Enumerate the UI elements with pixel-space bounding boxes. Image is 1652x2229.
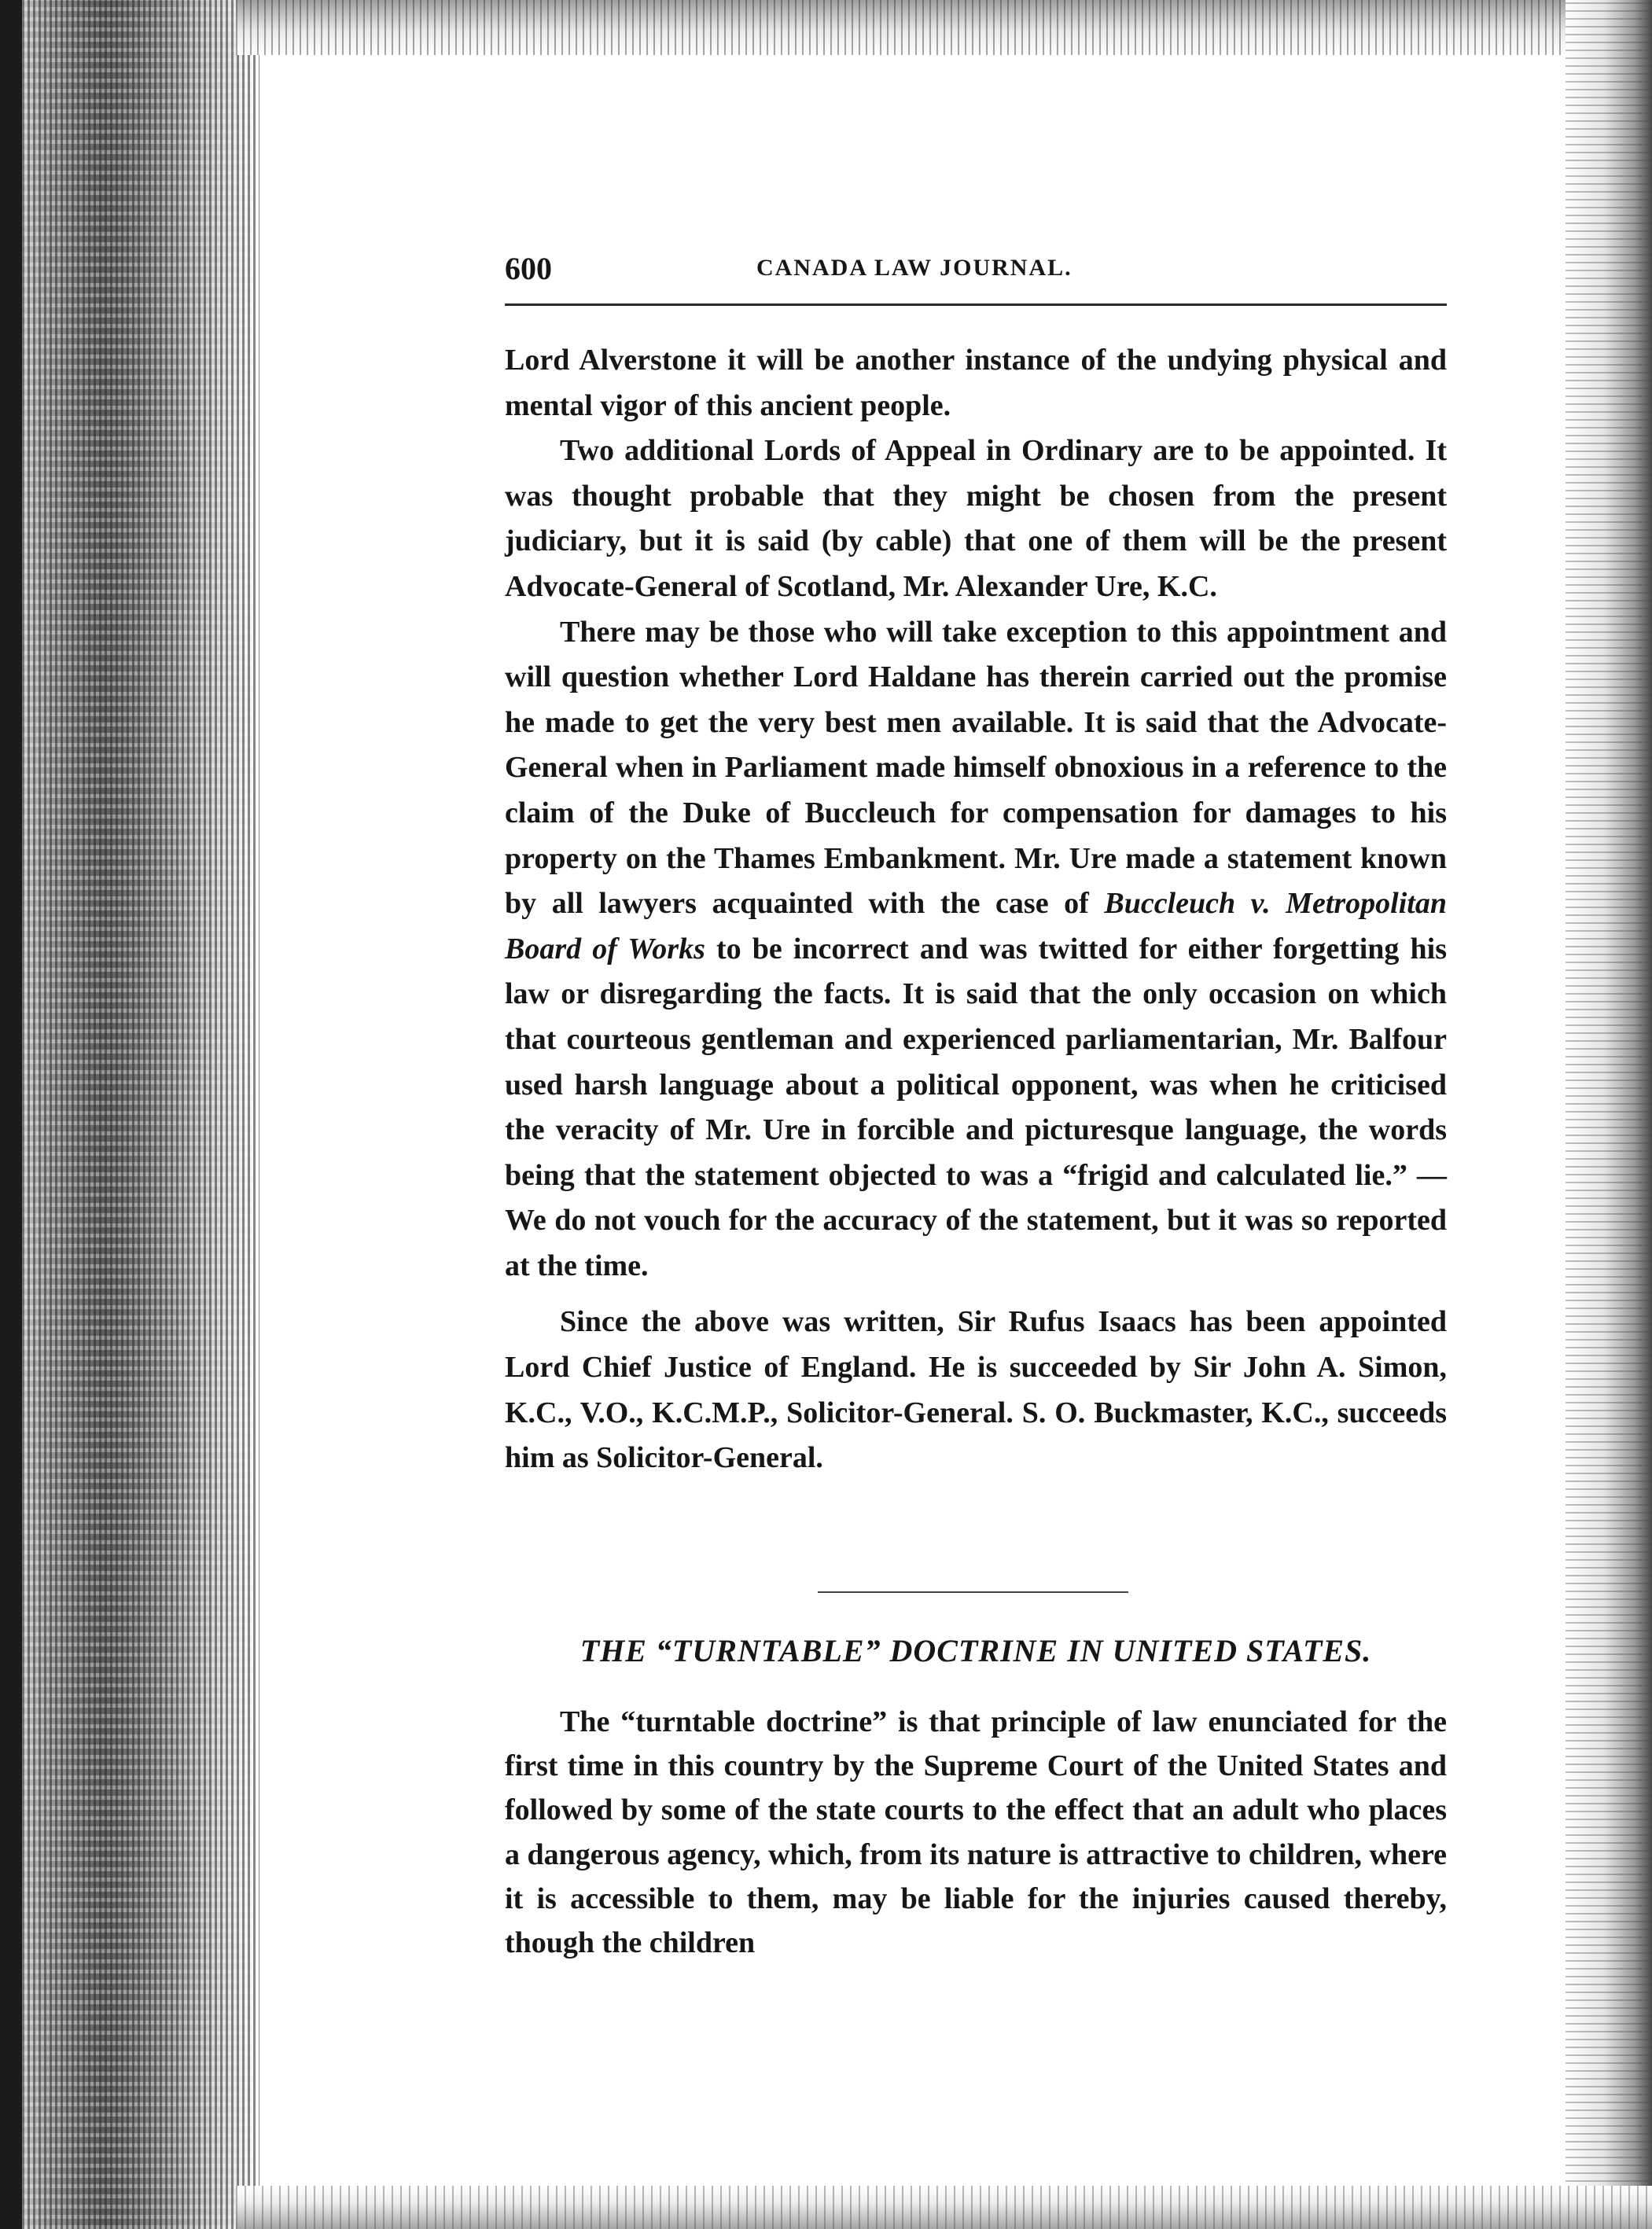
scan-edge-top: [236, 0, 1652, 55]
book-gutter-shadow: [0, 0, 259, 2229]
scan-edge-bottom: [236, 2186, 1652, 2229]
section-divider: [818, 1591, 1128, 1593]
section-heading: THE “TURNTABLE” DOCTRINE IN UNITED STATES.: [579, 1633, 1372, 1668]
paragraph-lords-of-appeal: Two additional Lords of Appeal in Ordinary are to be appointed. It was thought probable that they might be chosen from the present judiciary, but it is said (by cable) that one of them will be the present Advocate-General of Scotland, Mr. Alexander Ure, K.C.: [505, 434, 1447, 603]
paragraph-postscript: Since the above was written, Sir Rufus Isaacs has been appointed Lord Chief Justice of England. He is succeeded by Sir John A. Simon, K.C., V.O., K.C.M.P., Solicitor-General. S. O. Buckmaster, K.C., succeeds him as Solicitor-General.: [505, 1305, 1447, 1475]
paragraph-turntable-doctrine: The “turntable doctrine” is that principle of law enunciated for the first time in this country by the Supreme Court of the United States and followed by some of the state courts to the effect that an adult who places a dangerous agency, which, from its nature is attractive to children, where it is accessible to them, may be liable for the injuries caused thereby, though the children: [505, 1705, 1447, 1960]
paragraph-text: to be incorrect and was twitted for either forgetting his law or disregarding the facts. It is said that the only occasion on which that courteous gentleman and experienced parliamentarian, Mr. Balfour used harsh language about a political opponent, was when he criticised the veracity of Mr. Ure in forcible and picturesque language, the words being that the statement objected to was a “frigid and calculated lie.” —We do not vouch for the accuracy of the statement, but it was so reported at the time.: [505, 932, 1447, 1282]
header-rule: [505, 303, 1447, 306]
paragraph-continuation: Lord Alverstone it will be another instance of the undying physical and mental vigor of this ancient people.: [505, 344, 1447, 422]
scan-edge-left: [0, 0, 22, 2229]
article-body: [505, 338, 1447, 1481]
running-head: [505, 250, 1447, 297]
page-number: 600: [505, 251, 552, 286]
running-title: CANADA LAW JOURNAL.: [756, 255, 1073, 281]
paragraph-appointment-exception: [505, 610, 1447, 1289]
scan-edge-right: [1566, 0, 1652, 2229]
section-body: [505, 1700, 1447, 1965]
case-citation: Buccleuch v. Metropolitan Board of Works: [505, 887, 1447, 966]
paragraph-text: There may be those who will take exception to this appointment and will question whether Lord Haldane has therein carried out the promise he made to get the very best men available. It is said that the Advocate-General when in Parliament made himself obnoxious in a reference to the claim of the Duke of Buccleuch for compensation for damages to his property on the Thames Embankment. Mr. Ure made a statement known by all lawyers acquainted with the case of: [505, 615, 1447, 921]
